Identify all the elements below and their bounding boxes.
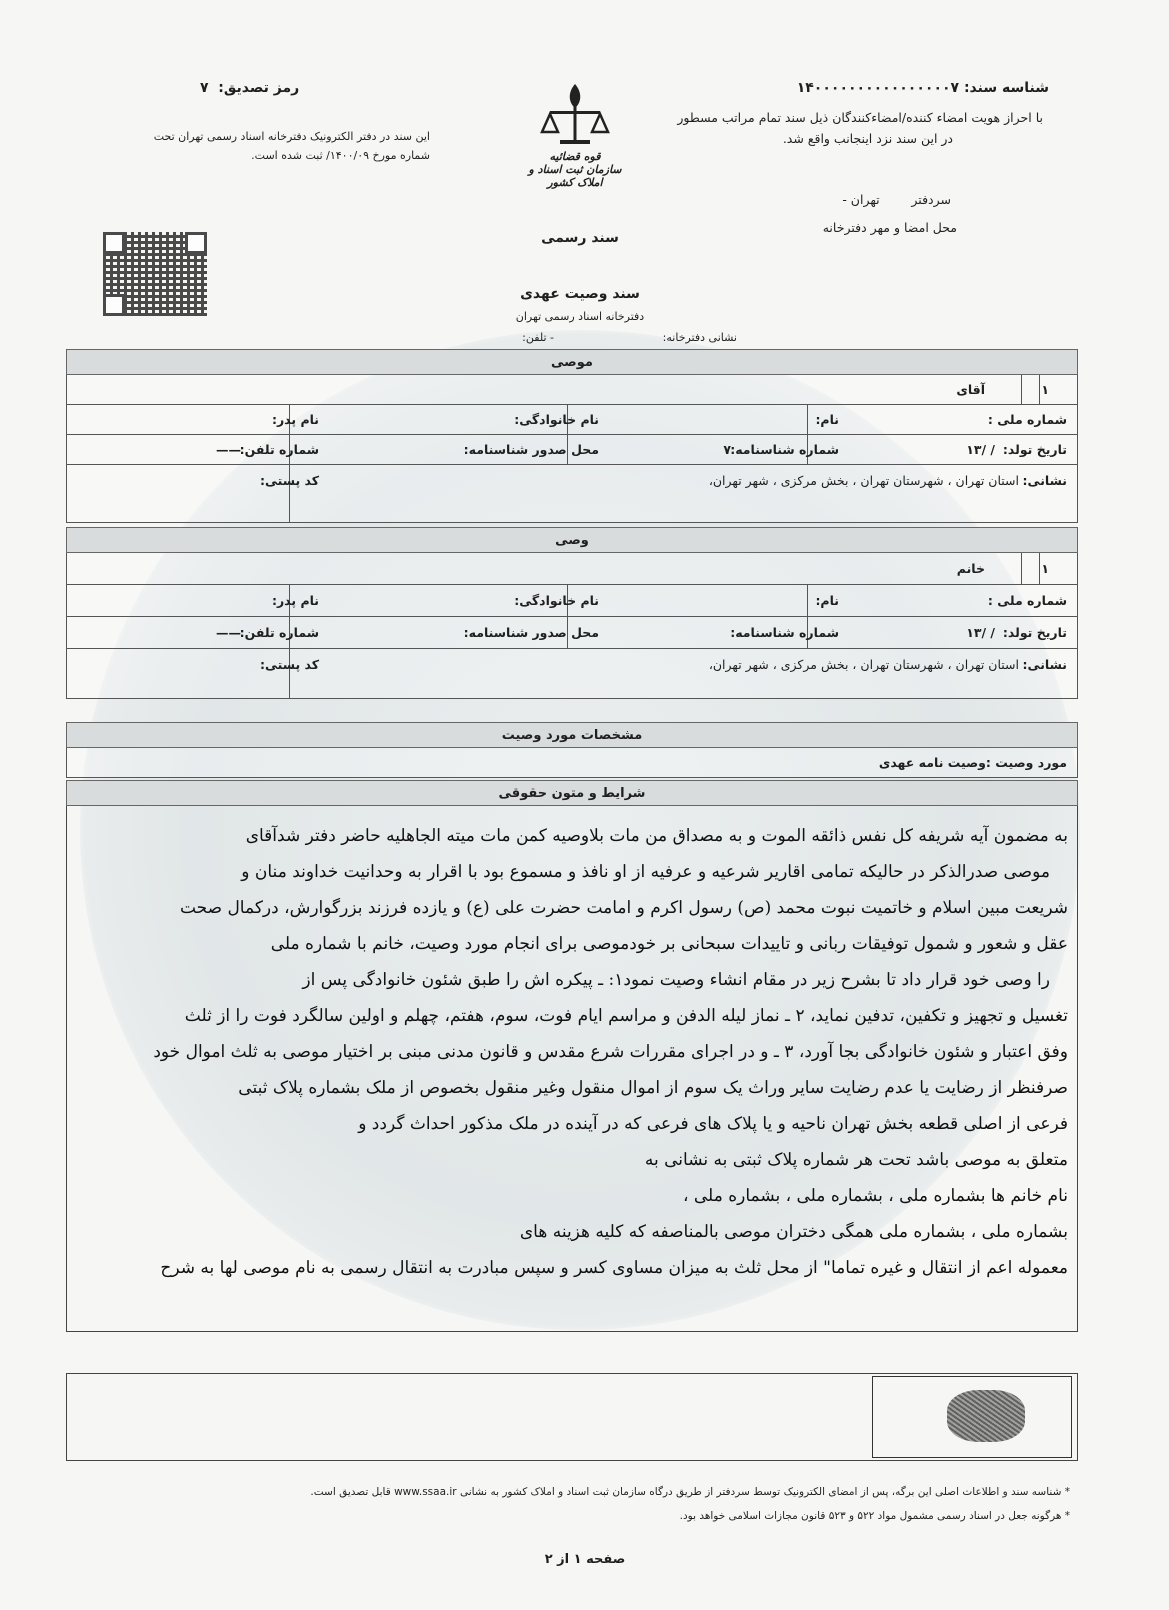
verify-text: با احراز هویت امضاء کننده/امضاءکنندگان ذیل سند تمام مراتب مسطور در این سند نزد اینجانب واقع شد.	[677, 110, 1043, 146]
office-line: دفترخانه اسناد رسمی تهران	[515, 310, 645, 323]
executor-row-names: شماره ملی : نام: نام خانوادگی: نام پدر:	[66, 585, 1078, 617]
testator-row-birth: تاریخ تولد: / /۱۳ شماره شناسنامه: ۷ محل صدور شناسنامه: شماره تلفن: ——	[66, 435, 1078, 465]
qr-code-icon	[103, 232, 207, 316]
terms-line: تغسیل و تجهیز و تکفین، تدفین نماید، ۲ ـ نماز لیله الدفن و مراسم ایام فوت، سوم، هفتم، چهلم و اولین سالگرد فوت را از ثلث	[184, 1006, 1068, 1026]
terms-header: شرایط و متون حقوقی	[66, 780, 1078, 806]
terms-line: شریعت مبین اسلام و خاتمیت نبوت محمد (ص) رسول اکرم و امامت حضرت علی (ع) و یازده فرزند بزرگوارش، درکمال صحت	[179, 898, 1068, 918]
verify-code: رمز تصدیق: ۷	[200, 80, 300, 96]
page-number: صفحه ۱ از ۲	[544, 1552, 626, 1567]
terms-line: فرعی از اصلی قطعه بخش تهران ناحیه و یا پلاک های فرعی که در آینده در ملک مذکور احداث گردد و	[358, 1114, 1068, 1134]
subject-row: مورد وصیت :وصیت نامه عهدی	[66, 748, 1078, 778]
terms-line: وفق اعتبار و شئون خانوادگی بجا آورد، ۳ ـ و در اجرای مقررات شرع مقدس و قانون مدنی مبنی بر اختیار موصی به ثلث اموال خود	[153, 1042, 1068, 1062]
doc-id: شناسه سند: ۱۴۰۰۰۰۰۰۰۰۰۰۰۰۰۰۰۰۷	[796, 80, 1049, 96]
sign-place: محل امضا و مهر دفترخانه	[822, 220, 957, 235]
doc-title: سند وصیت عهدی	[520, 286, 640, 302]
terms-line: متعلق به موصی باشد تحت هر شماره پلاک ثبتی به نشانی به	[644, 1150, 1068, 1170]
executor-row-birth: تاریخ تولد: / /۱۳ شماره شناسنامه: محل صدور شناسنامه: شماره تلفن: ——	[66, 617, 1078, 649]
footer-note-2: * هرگونه جعل در اسناد رسمی مشمول مواد ۵۲۲ و ۵۲۳ قانون مجازات اسلامی خواهد بود.	[679, 1510, 1070, 1522]
footer-note-1: * شناسه سند و اطلاعات اصلی این برگه، پس از امضای الکترونیک توسط سردفتر از طریق درگاه سازمان ثبت اسناد و املاک کشور به نشانی www.ssaa.ir قابل تصدیق است.	[310, 1486, 1070, 1498]
terms-text	[86, 818, 1068, 1286]
terms-line: بشماره ملی ، بشماره ملی همگی دختران موصی بالمناصفه که کلیه هزینه های	[519, 1222, 1068, 1242]
subject-header: مشخصات مورد وصیت	[66, 722, 1078, 748]
terms-line: عقل و شعور و شمول توفیقات ربانی و تاییدات سبحانی بر خودموصی برای انجام مورد وصیت، خانم با شماره ملی	[270, 934, 1068, 954]
registration-text: این سند در دفتر الکترونیک دفترخانه اسناد رسمی تهران تحت شماره مورخ ۱۴۰۰/۰۹/ ثبت شده است.	[153, 130, 430, 162]
terms-line: نام خانم ها بشماره ملی ، بشماره ملی ، بشماره ملی ،	[683, 1186, 1068, 1206]
terms-line: معموله اعم از انتقال و غیره تماما" از محل ثلث به میزان مساوی کسر و سپس مبادرت به انتقال رسمی به نام موصی لها به شرح	[160, 1258, 1068, 1278]
testator-row-names: شماره ملی : نام: نام خانوادگی: نام پدر:	[66, 405, 1078, 435]
sardaftar-line: سردفتر تهران -	[842, 192, 951, 207]
emblem-caption: قوه قضائیه سازمان ثبت اسناد و املاک کشور	[528, 150, 622, 189]
office-address: نشانی دفترخانه:	[662, 331, 737, 344]
executor-header: وصی	[66, 527, 1078, 553]
executor-row-title: ۱ خانم	[66, 553, 1078, 585]
terms-line: به مضمون آیه شریفه کل نفس ذائقه الموت و به مصداق من مات بلاوصیه کمن مات میته الجاهلیه حاضر دفتر شدآقای	[245, 826, 1068, 846]
terms-line: موصی صدرالذکر در حالیکه تمامی اقاریر شرعیه و عرفیه از او نافذ و مسموع بود با اقرار به وحدانیت خداوند منان و	[241, 862, 1050, 882]
official-label: سند رسمی	[541, 230, 619, 246]
terms-line: صرفنظر از رضایت یا عدم رضایت سایر وراث یک سوم از اموال منقول وغیر منقول بخصوص از ملک بشماره پلاک ثبتی	[238, 1078, 1068, 1098]
testator-header: موصی	[66, 349, 1078, 375]
executor-row-address: نشانی: استان تهران ، شهرستان تهران ، بخش مرکزی ، شهر تهران، کد پستی:	[66, 649, 1078, 699]
judiciary-emblem-icon	[540, 78, 610, 150]
fingerprint-icon	[947, 1390, 1025, 1442]
terms-line: را وصی خود قرار داد تا بشرح زیر در مقام انشاء وصیت نمود۱: ـ پیکره اش را طبق شئون خانوادگی پس از	[302, 970, 1050, 990]
testator-row-title: ۱ آقای	[66, 375, 1078, 405]
office-phone: - تلفن:	[522, 331, 554, 344]
testator-row-address: نشانی: استان تهران ، شهرستان تهران ، بخش مرکزی ، شهر تهران، کد پستی:	[66, 465, 1078, 523]
